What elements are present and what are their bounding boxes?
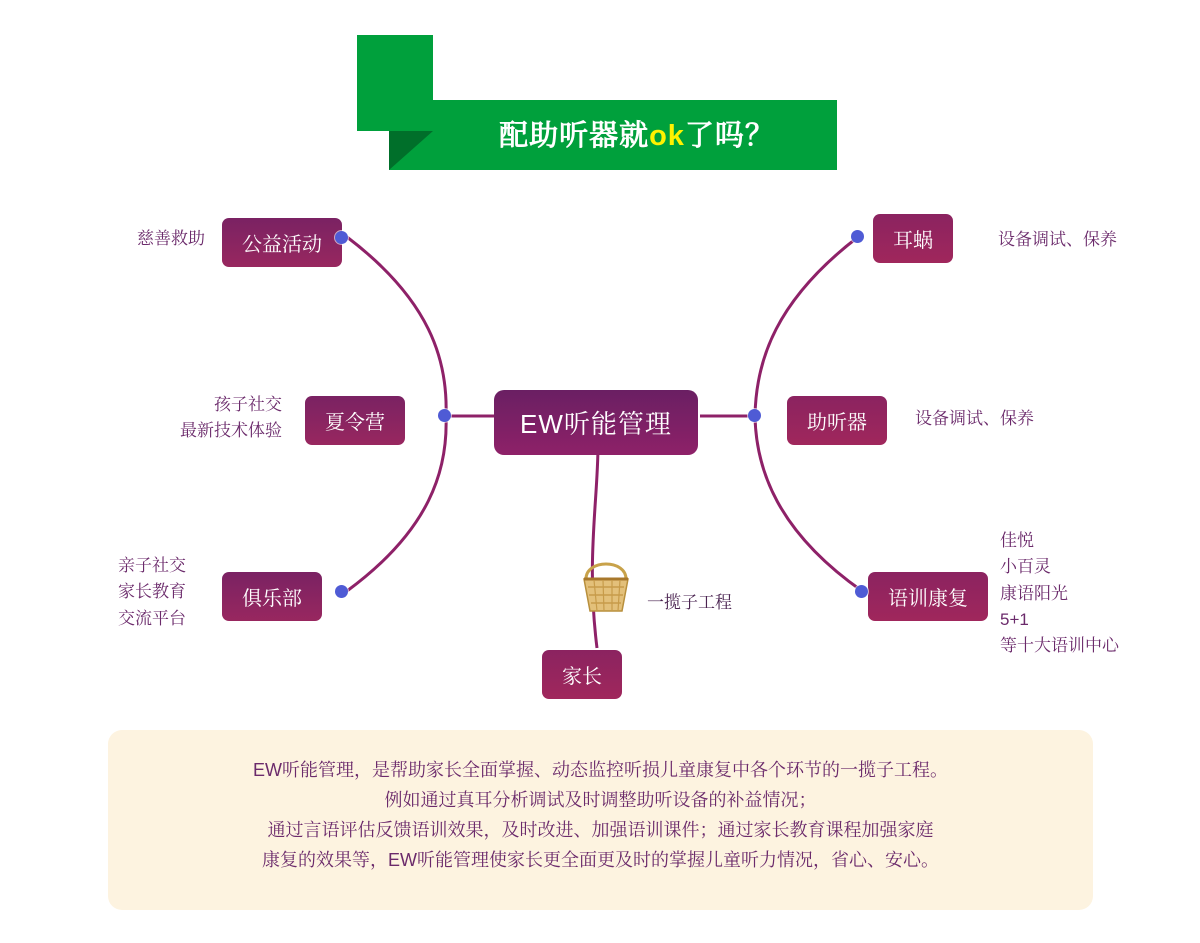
- page-title-before: 配助听器就: [499, 120, 650, 152]
- page-title: [447, 112, 827, 160]
- leaf-julebu-line3: 交流平台: [118, 608, 186, 628]
- node-erwo[interactable]: 耳蜗: [873, 214, 953, 263]
- dot-xialingying: [438, 409, 451, 422]
- dot-julebu: [335, 585, 348, 598]
- leaf-julebu-line1: 亲子社交: [118, 556, 186, 575]
- summary-line-1: EW听能管理，是帮助家长全面掌握、动态监控听损儿童康复中各个环节的一揽子工程。: [253, 760, 948, 780]
- page-title-after: 了吗？: [684, 120, 775, 152]
- dot-gongyi-huodong: [335, 231, 348, 244]
- page-title-accent: ok: [649, 120, 685, 152]
- leaf-xialingying-line1: 孩子社交: [214, 395, 282, 414]
- leaf-zhutingqi: 设备调试、保养: [915, 409, 1034, 428]
- leaf-yuxun-line3: 康语阳光: [1000, 583, 1068, 603]
- leaf-julebu-line2: 家长教育: [118, 582, 186, 602]
- leaf-yuxun-kangfu: [1000, 528, 1119, 660]
- node-yuxun-kangfu[interactable]: 语训康复: [868, 572, 988, 621]
- basket-icon: [572, 553, 640, 615]
- leaf-julebu: [118, 553, 186, 632]
- leaf-yuxun-line4: 5+1: [1000, 610, 1029, 630]
- leaf-xialingying: [110, 392, 282, 445]
- dot-erwo: [851, 230, 864, 243]
- node-zhutingqi[interactable]: 助听器: [787, 396, 887, 445]
- node-xialingying[interactable]: 夏令营: [305, 396, 405, 445]
- dot-yuxun-kangfu: [855, 585, 868, 598]
- summary-note-text: [148, 755, 1053, 875]
- dot-zhutingqi: [748, 409, 761, 422]
- node-jiazhang[interactable]: 家长: [542, 650, 622, 699]
- basket-caption: 一揽子工程: [647, 593, 732, 612]
- node-gongyi-huodong[interactable]: 公益活动: [222, 218, 342, 267]
- leaf-xialingying-line2: 最新技术体验: [180, 421, 282, 441]
- header-banner: [357, 35, 837, 155]
- center-node[interactable]: EW听能管理: [494, 390, 698, 455]
- leaf-erwo: 设备调试、保养: [998, 230, 1117, 249]
- summary-note: [108, 730, 1093, 910]
- summary-line-3: 通过言语评估反馈语训效果，及时改进、加强语训课件；通过家长教育课程加强家庭: [267, 820, 934, 840]
- node-julebu[interactable]: 俱乐部: [222, 572, 322, 621]
- leaf-yuxun-line2: 小百灵: [1000, 557, 1051, 577]
- leaf-yuxun-line1: 佳悦: [1000, 531, 1034, 550]
- leaf-yuxun-line5: 等十大语训中心: [1000, 636, 1119, 656]
- leaf-gongyi-huodong: 慈善救助: [137, 229, 205, 248]
- summary-line-2: 例如通过真耳分析调试及时调整助听设备的补益情况；: [384, 790, 817, 810]
- summary-line-4: 康复的效果等，EW听能管理使家长更全面更及时的掌握儿童听力情况，省心、安心。: [262, 850, 939, 870]
